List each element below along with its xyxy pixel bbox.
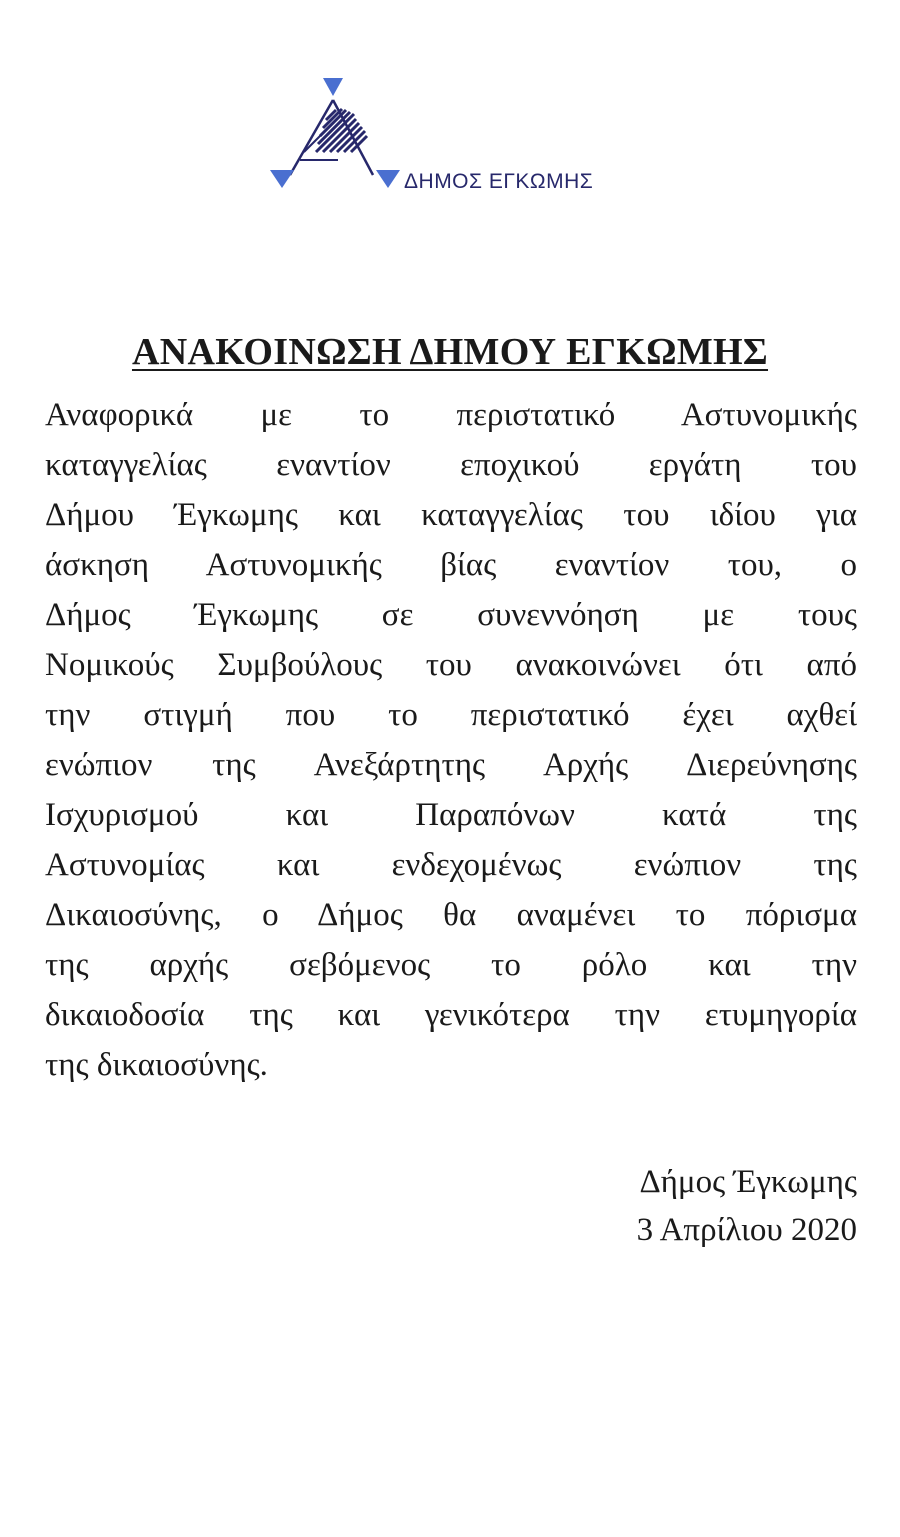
announcement-title: ΑΝΑΚΟΙΝΩΣΗ ΔΗΜΟΥ ΕΓΚΩΜΗΣ: [131, 331, 769, 373]
body-line: Ισχυρισμού και Παραπόνων κατά της: [45, 797, 857, 833]
body-line: Δικαιοσύνης, ο Δήμος θα αναμένει το πόρισμα: [45, 897, 857, 933]
body-line: Αστυνομίας και ενδεχομένως ενώπιον της: [45, 847, 857, 883]
body-line: δικαιοδοσία της και γενικότερα την ετυμηγορία: [45, 997, 857, 1033]
body-line: άσκηση Αστυνομικής βίας εναντίον του, ο: [45, 547, 857, 583]
body-line: ενώπιον της Ανεξάρτητης Αρχής Διερεύνησης: [45, 747, 857, 783]
body-line: Δήμος Έγκωμης σε συνεννόηση με τους: [45, 597, 857, 633]
body-line: Νομικούς Συμβούλους του ανακοινώνει ότι από: [45, 647, 857, 683]
announcement-body: [45, 390, 857, 1090]
body-line: της δικαιοσύνης.: [45, 1047, 268, 1083]
signature-block: [637, 1158, 857, 1254]
body-line: Αναφορικά με το περιστατικό Αστυνομικής: [45, 397, 857, 433]
municipality-logo: [268, 70, 648, 200]
signature-date: 3 Απρίλιου 2020: [636, 1212, 857, 1248]
body-line: την στιγμή που το περιστατικό έχει αχθεί: [45, 697, 857, 733]
body-line: της αρχής σεβόμενος το ρόλο και την: [45, 947, 857, 983]
signature-name: Δήμος Έγκωμης: [639, 1164, 857, 1200]
body-line: Δήμου Έγκωμης και καταγγελίας του ιδίου για: [45, 497, 857, 533]
logo-text: ΔΗΜΟΣ ΕΓΚΩΜΗΣ: [404, 170, 594, 193]
body-line: καταγγελίας εναντίον εποχικού εργάτη του: [45, 447, 857, 483]
